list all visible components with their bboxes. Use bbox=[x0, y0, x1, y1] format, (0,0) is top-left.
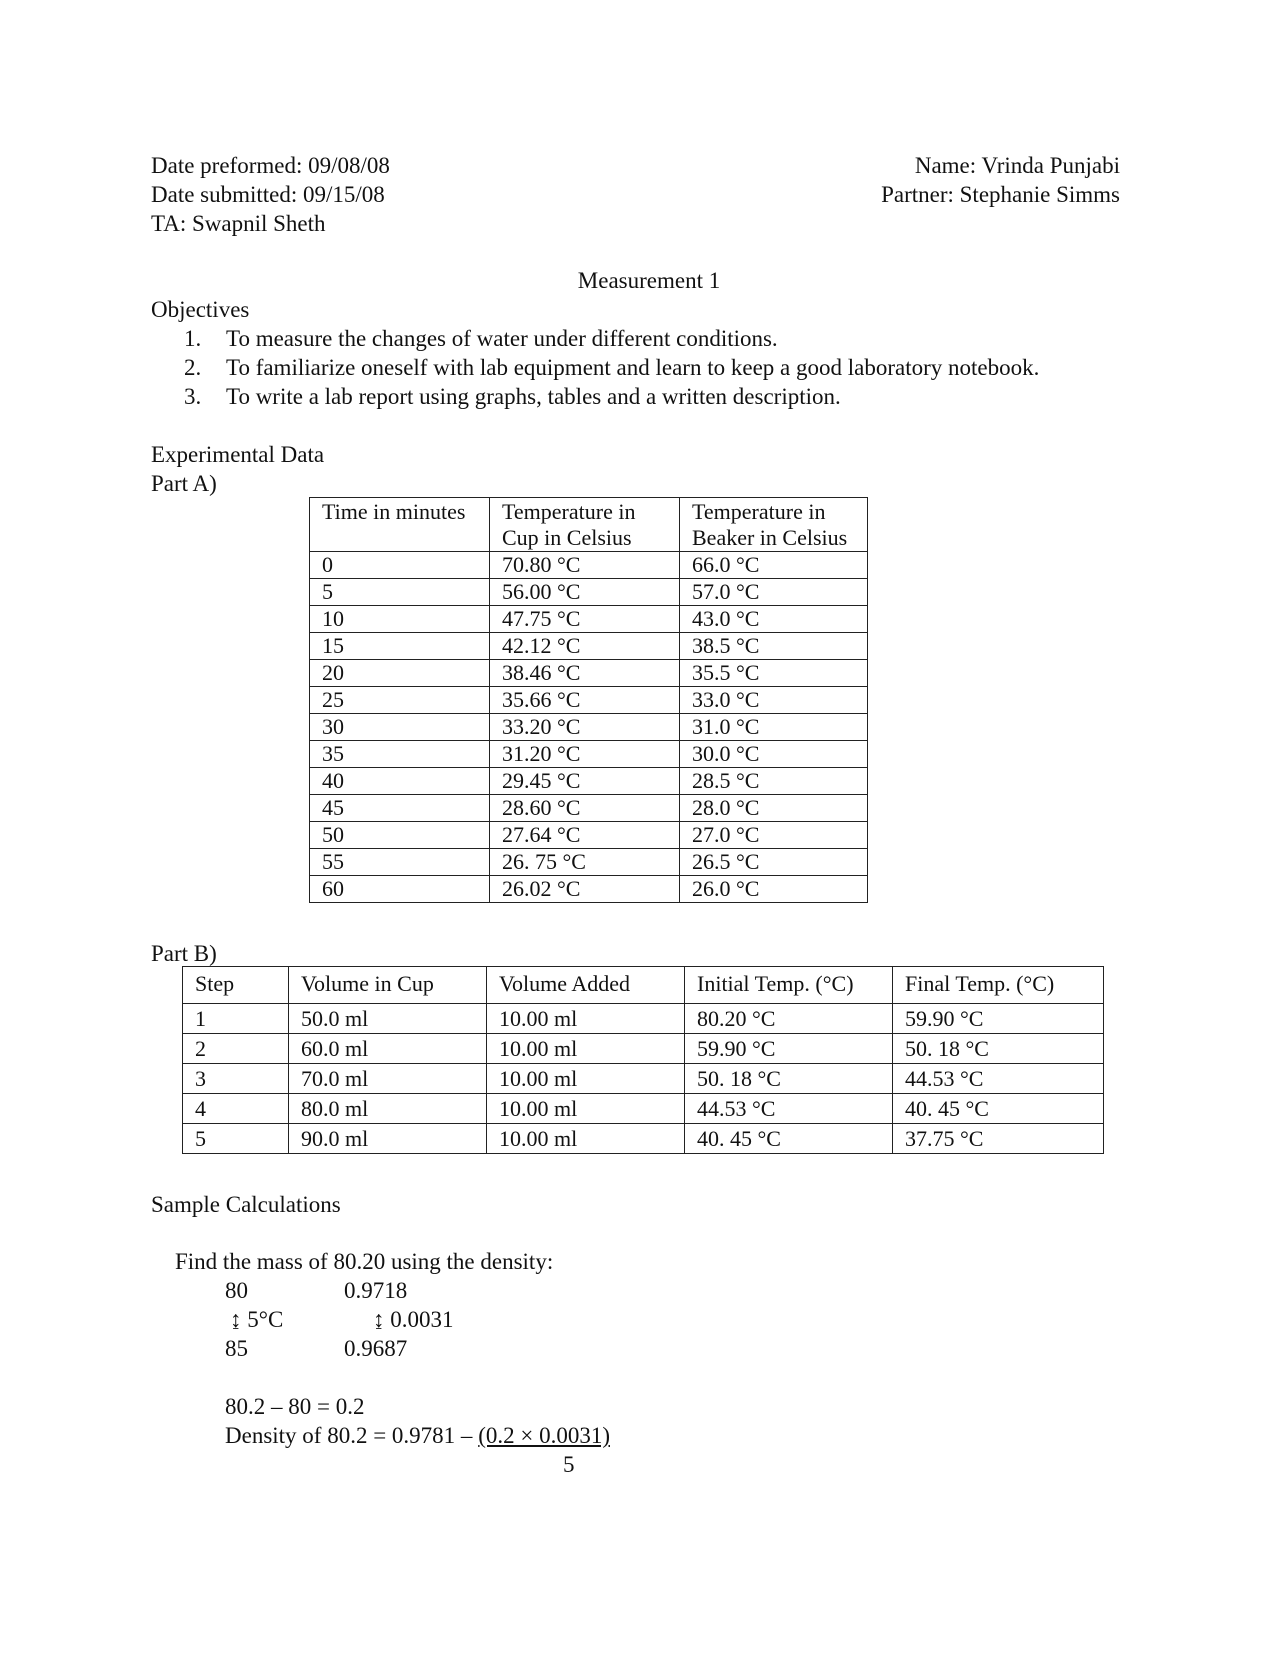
table-header-cell: Final Temp. (°C) bbox=[893, 967, 1104, 1004]
table-cell: 90.0 ml bbox=[289, 1124, 487, 1154]
table-cell: 33.20 °C bbox=[490, 714, 680, 741]
list-number: 2. bbox=[184, 355, 202, 380]
table-cell: 35.5 °C bbox=[680, 660, 868, 687]
table-cell: 33.0 °C bbox=[680, 687, 868, 714]
table-row bbox=[310, 822, 868, 849]
table-header-row bbox=[310, 498, 868, 552]
table-row bbox=[310, 741, 868, 768]
part-a-table bbox=[309, 497, 868, 903]
table-cell: 50. 18 °C bbox=[685, 1064, 893, 1094]
table-cell: 29.45 °C bbox=[490, 768, 680, 795]
table-cell: 80.0 ml bbox=[289, 1094, 487, 1124]
table-row bbox=[310, 876, 868, 903]
table-cell: 26.5 °C bbox=[680, 849, 868, 876]
table-header-cell: Initial Temp. (°C) bbox=[685, 967, 893, 1004]
table-cell: 50 bbox=[310, 822, 490, 849]
table-cell: 10 bbox=[310, 606, 490, 633]
table-row bbox=[310, 687, 868, 714]
table-cell: 5 bbox=[183, 1124, 289, 1154]
interp-density-2: 0.9687 bbox=[344, 1336, 408, 1361]
table-cell: 38.46 °C bbox=[490, 660, 680, 687]
table-cell: 26.02 °C bbox=[490, 876, 680, 903]
interp-temp-delta: ↨ 5°C bbox=[230, 1307, 284, 1332]
table-row bbox=[183, 1034, 1104, 1064]
table-cell: 70.0 ml bbox=[289, 1064, 487, 1094]
table-cell: 10.00 ml bbox=[487, 1034, 685, 1064]
header-right bbox=[881, 151, 1120, 209]
table-cell: 37.75 °C bbox=[893, 1124, 1104, 1154]
calc-density bbox=[225, 1421, 610, 1450]
table-row bbox=[310, 714, 868, 741]
student-name: Name: Vrinda Punjabi bbox=[914, 153, 1120, 178]
table-cell: 10.00 ml bbox=[487, 1004, 685, 1034]
interp-temp-1: 80 bbox=[225, 1278, 248, 1303]
table-row bbox=[310, 579, 868, 606]
table-cell: 40. 45 °C bbox=[893, 1094, 1104, 1124]
table-row bbox=[183, 1124, 1104, 1154]
table-cell: 59.90 °C bbox=[893, 1004, 1104, 1034]
interp-temp-2: 85 bbox=[225, 1336, 248, 1361]
table-cell: 43.0 °C bbox=[680, 606, 868, 633]
table-cell: 44.53 °C bbox=[685, 1094, 893, 1124]
table-cell: 3 bbox=[183, 1064, 289, 1094]
table-header-cell: Temperature in Cup in Celsius bbox=[490, 498, 680, 552]
table-cell: 60 bbox=[310, 876, 490, 903]
table-row bbox=[310, 606, 868, 633]
calc-density-prefix: Density of 80.2 = 0.9781 – bbox=[225, 1423, 479, 1448]
list-text: To familiarize oneself with lab equipment and learn to keep a good laboratory notebook. bbox=[226, 355, 1040, 380]
header-left bbox=[151, 151, 390, 238]
objectives-heading: Objectives bbox=[151, 297, 250, 322]
sample-calculations-heading: Sample Calculations bbox=[151, 1192, 341, 1217]
table-cell: 25 bbox=[310, 687, 490, 714]
list-number: 1. bbox=[184, 326, 202, 351]
table-cell: 56.00 °C bbox=[490, 579, 680, 606]
table-cell: 0 bbox=[310, 552, 490, 579]
table-cell: 35.66 °C bbox=[490, 687, 680, 714]
table-cell: 59.90 °C bbox=[685, 1034, 893, 1064]
table-cell: 50.0 ml bbox=[289, 1004, 487, 1034]
fraction-denominator: 5 bbox=[563, 1452, 575, 1477]
list-item bbox=[184, 353, 1039, 382]
table-cell: 4 bbox=[183, 1094, 289, 1124]
part-b-table bbox=[182, 966, 1104, 1154]
table-cell: 66.0 °C bbox=[680, 552, 868, 579]
calc-difference: 80.2 – 80 = 0.2 bbox=[225, 1394, 365, 1419]
table-cell: 57.0 °C bbox=[680, 579, 868, 606]
table-cell: 55 bbox=[310, 849, 490, 876]
interp-density-1: 0.9718 bbox=[344, 1278, 408, 1303]
table-row bbox=[183, 1064, 1104, 1094]
table-cell: 15 bbox=[310, 633, 490, 660]
list-text: To write a lab report using graphs, tables and a written description. bbox=[226, 384, 841, 409]
date-submitted: Date submitted: 09/15/08 bbox=[151, 182, 385, 207]
table-cell: 2 bbox=[183, 1034, 289, 1064]
table-cell: 30 bbox=[310, 714, 490, 741]
table-cell: 30.0 °C bbox=[680, 741, 868, 768]
table-cell: 10.00 ml bbox=[487, 1124, 685, 1154]
table-cell: 28.5 °C bbox=[680, 768, 868, 795]
table-cell: 27.64 °C bbox=[490, 822, 680, 849]
table-cell: 40 bbox=[310, 768, 490, 795]
ta-name: TA: Swapnil Sheth bbox=[151, 211, 326, 236]
page-title bbox=[0, 266, 1280, 295]
interp-density-delta: ↨ 0.0031 bbox=[373, 1307, 454, 1332]
table-row bbox=[310, 768, 868, 795]
objectives-list bbox=[184, 324, 1039, 411]
table-cell: 44.53 °C bbox=[893, 1064, 1104, 1094]
table-cell: 20 bbox=[310, 660, 490, 687]
calc-density-numerator: (0.2 × 0.0031) bbox=[478, 1423, 610, 1448]
table-cell: 26.0 °C bbox=[680, 876, 868, 903]
table-header-cell: Step bbox=[183, 967, 289, 1004]
part-a-label: Part A) bbox=[151, 471, 217, 496]
table-cell: 31.20 °C bbox=[490, 741, 680, 768]
part-b-label: Part B) bbox=[151, 941, 217, 966]
list-item bbox=[184, 324, 1039, 353]
table-cell: 10.00 ml bbox=[487, 1094, 685, 1124]
list-text: To measure the changes of water under different conditions. bbox=[226, 326, 778, 351]
table-cell: 38.5 °C bbox=[680, 633, 868, 660]
table-header-cell: Time in minutes bbox=[310, 498, 490, 552]
table-cell: 28.0 °C bbox=[680, 795, 868, 822]
table-row bbox=[310, 849, 868, 876]
table-cell: 50. 18 °C bbox=[893, 1034, 1104, 1064]
table-cell: 28.60 °C bbox=[490, 795, 680, 822]
table-cell: 70.80 °C bbox=[490, 552, 680, 579]
table-row bbox=[183, 1094, 1104, 1124]
find-mass-line: Find the mass of 80.20 using the density: bbox=[175, 1249, 554, 1274]
table-cell: 45 bbox=[310, 795, 490, 822]
table-row bbox=[183, 1004, 1104, 1034]
page-title-text: Measurement 1 bbox=[577, 268, 721, 293]
table-header-cell: Volume in Cup bbox=[289, 967, 487, 1004]
table-cell: 5 bbox=[310, 579, 490, 606]
table-cell: 47.75 °C bbox=[490, 606, 680, 633]
list-item bbox=[184, 382, 1039, 411]
table-cell: 31.0 °C bbox=[680, 714, 868, 741]
table-cell: 26. 75 °C bbox=[490, 849, 680, 876]
partner-name: Partner: Stephanie Simms bbox=[881, 182, 1120, 207]
table-row bbox=[310, 795, 868, 822]
table-cell: 40. 45 °C bbox=[685, 1124, 893, 1154]
list-number: 3. bbox=[184, 384, 202, 409]
experimental-data-heading: Experimental Data bbox=[151, 442, 325, 467]
table-row bbox=[310, 633, 868, 660]
date-performed: Date preformed: 09/08/08 bbox=[151, 153, 390, 178]
table-cell: 60.0 ml bbox=[289, 1034, 487, 1064]
table-header-cell: Temperature in Beaker in Celsius bbox=[680, 498, 868, 552]
table-cell: 80.20 °C bbox=[685, 1004, 893, 1034]
table-row bbox=[310, 660, 868, 687]
table-row bbox=[310, 552, 868, 579]
table-header-row bbox=[183, 967, 1104, 1004]
table-header-cell: Volume Added bbox=[487, 967, 685, 1004]
table-cell: 27.0 °C bbox=[680, 822, 868, 849]
table-cell: 42.12 °C bbox=[490, 633, 680, 660]
table-cell: 1 bbox=[183, 1004, 289, 1034]
table-cell: 10.00 ml bbox=[487, 1064, 685, 1094]
table-cell: 35 bbox=[310, 741, 490, 768]
